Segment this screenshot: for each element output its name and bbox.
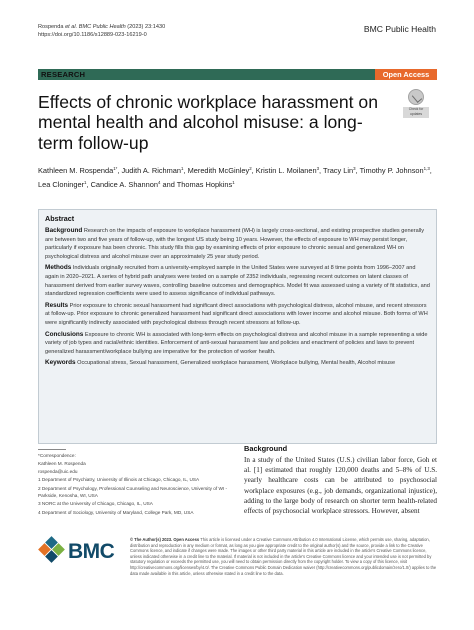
- abstract-conclusions: [45, 331, 430, 357]
- background-heading: Background: [244, 444, 288, 453]
- logo-wordmark: BMC: [68, 540, 115, 563]
- open-access-badge: Open Access: [375, 69, 437, 80]
- bmc-logo: [38, 538, 122, 564]
- abstract-background: [45, 227, 430, 261]
- abstract-heading: Conclusions: [45, 330, 84, 338]
- affiliation-item: 1 Department of Psychiatry, University of Illinois at Chicago, Chicago, IL, USA: [38, 477, 200, 483]
- abstract-title: Abstract: [45, 214, 75, 223]
- abstract-results: [45, 302, 430, 328]
- background-text: In a study of the United States (U.S.) civilian labor force, Goh et al. [1] estimated that roughly 120,000 deaths and 5–8% of U.S. yearly healthcare costs can be attributed to psychosocial workplace exposures (e.g., job demands, organizational injustice), adding to the large body of research on shorter term health-related effects of psychosocial workplace stressors. However, absent: [244, 456, 437, 516]
- author-list: Kathleen M. Rospenda$^{1*}$, Judith A. Richman$^1$, Meredith McGinley$^2$, Kristin L. Moilanen$^3$, Tracy Lin$^3$, Timothy P. Johnson$^{1,3}$, Lea Cloninger$^1$, Candice A. Shannon$^4$ and Thomas Hopkins$^1$: [38, 166, 432, 190]
- abstract-text: Prior exposure to chronic sexual harassment had significant direct associations with psychological distress, alcohol misuse, and recent stressors at follow-up. Prior exposure to chronic generalized harassment had significant direct associations with lower income and alcohol misuse. Both forms of WH were significantly indirectly associated with psychological distress through recent stressors at follow-up.: [45, 302, 428, 326]
- abstract-methods: [45, 264, 430, 298]
- author-name: Lea Cloninger$^1$: [38, 180, 87, 190]
- license-lead: © The Author(s) 2023. Open Access: [130, 537, 200, 542]
- citation-author: Rospenda: [38, 24, 66, 30]
- author-name: Thomas Hopkins$^1$: [176, 180, 235, 190]
- license-text: [130, 537, 437, 576]
- footnote-divider: [38, 449, 66, 450]
- affiliation-item: 2 Department of Psychology, Professional Counseling and Neuroscience, University of WI - Parkside, Kenosha, WI, USA: [38, 485, 228, 498]
- author-affiliation-marker: 1: [232, 180, 235, 186]
- doi-link[interactable]: https://doi.org/10.1186/s12889-023-16219-0: [38, 31, 147, 38]
- affiliations: [38, 449, 228, 517]
- author-name: Timothy P. Johnson$^{1,3}$: [359, 166, 430, 175]
- author-affiliation-marker: 1: [84, 180, 87, 186]
- author-affiliation-marker: 2: [249, 166, 252, 171]
- author-name: Kristin L. Moilanen$^3$: [255, 166, 320, 175]
- abstract-heading: Results: [45, 301, 69, 309]
- author-affiliation-marker: 1,3: [423, 166, 430, 171]
- check-updates-label: Check for updates: [403, 107, 429, 118]
- abstract-text: Individuals originally recruited from a university-employed sample in the United States were surveyed at 8 time points from 1996–2007 and again in 2020–2021. A series of hybrid path analyses were tested on a sample of 2352 individuals, regressing recent outcomes on latent classes of harassment derived from earlier survey waves, controlling baseline outcomes and demographics. Model fit was assessed using a variety of fit statistics, and standardized regression coefficients were used to assess significance of individual pathways.: [45, 265, 430, 298]
- abstract-box: [38, 209, 437, 444]
- author-name: Tracy Lin$^3$: [323, 166, 356, 175]
- author-affiliation-marker: 1*: [113, 166, 118, 171]
- abstract-heading: Background: [45, 227, 83, 234]
- citation-header: [38, 24, 165, 39]
- abstract-text: Research on the impacts of exposure to workplace harassment (WH) is largely cross-sectional, and existing prospective studies generally are between two and five years of follow-up, with the longest US study being 10 years. However, the effects of exposure to WH may persist longer, particularly if exposure has been chronic. This study fills this gap by examining effects of prior exposure to chronic sexual and generalized WH on psychological distress and alcohol misuse over an approximately 25 year study period.: [45, 228, 424, 260]
- correspondence-name: Kathleen M. Rospenda: [38, 460, 86, 466]
- correspondence-email[interactable]: rospenda@uic.edu: [38, 469, 78, 475]
- abstract-keywords: [45, 359, 430, 368]
- affiliation-item: 3 NORC at the University of Chicago, Chicago, IL, USA: [38, 501, 153, 507]
- abstract-heading: Keywords: [45, 359, 76, 367]
- check-for-updates-button[interactable]: [403, 89, 429, 119]
- author-name: Kathleen M. Rospenda$^{1*}$: [38, 166, 118, 175]
- background-section: [244, 444, 437, 516]
- author-affiliation-marker: 3: [316, 166, 320, 171]
- abstract-text: Exposure to chronic WH is associated with long-term effects on psychological distress and alcohol misuse in a sample representing a wide variety of job types and racial/ethnic identities. Enforcement of anti-sexual harassment law and policies and enactment of policies and laws to prevent generalized harassment/workplace bullying are imperative for the protection of worker health.: [45, 331, 428, 355]
- citation-year: (2023) 23:1430: [125, 24, 166, 30]
- license-body: This article is licensed under a Creative Commons Attribution 4.0 International License, which permits use, sharing, adaptation, distribution and reproduction in any medium or format, as long as you give appropriate credit to the original author(s) and the source, provide a link to the Creative Commons licence, and indicate if changes were made. The images or other third party material in this article are included in the article's Creative Commons licence, unless indicated otherwise in a credit line to the material. If material is not included in the article's Creative Commons licence and your intended use is not permitted by statutory regulation or exceeds the permitted use, you will need to obtain permission directly from the copyright holder. To view a copy of this licence, visit http://creativecommons.org/licenses/by/4.0/. The Creative Commons Public Domain Dedication waiver (http://creativecommons.org/publicdomain/zero/1.0/) applies to the data made available in this article, unless otherwise stated in a credit line to the data.: [130, 537, 437, 576]
- section-banner: [38, 69, 437, 80]
- author-name: Judith A. Richman$^1$: [121, 166, 184, 175]
- author-affiliation-marker: 3: [353, 166, 356, 171]
- article-title: Effects of chronic workplace harassment on mental health and alcohol misuse: a long-term follow-up: [38, 92, 378, 153]
- abstract-heading: Methods: [45, 264, 72, 272]
- section-label: RESEARCH: [41, 70, 86, 79]
- author-affiliation-marker: 1: [181, 166, 184, 171]
- citation-journal: et al. BMC Public Health: [65, 24, 126, 30]
- correspondence-label: *Correspondence:: [38, 452, 76, 458]
- author-name: Candice A. Shannon$^4$: [90, 180, 161, 190]
- check-updates-icon: [408, 89, 424, 105]
- journal-name: BMC Public Health: [363, 24, 436, 34]
- author-name: Meredith McGinley$^2$: [187, 166, 252, 175]
- abstract-text: Occupational stress, Sexual harassment, Generalized workplace harassment, Workplace bullying, Mental health, Alcohol misuse: [77, 360, 396, 367]
- author-affiliation-marker: 4: [157, 180, 161, 186]
- affiliation-item: 4 Department of Sociology, University of Maryland, College Park, MD, USA: [38, 509, 194, 515]
